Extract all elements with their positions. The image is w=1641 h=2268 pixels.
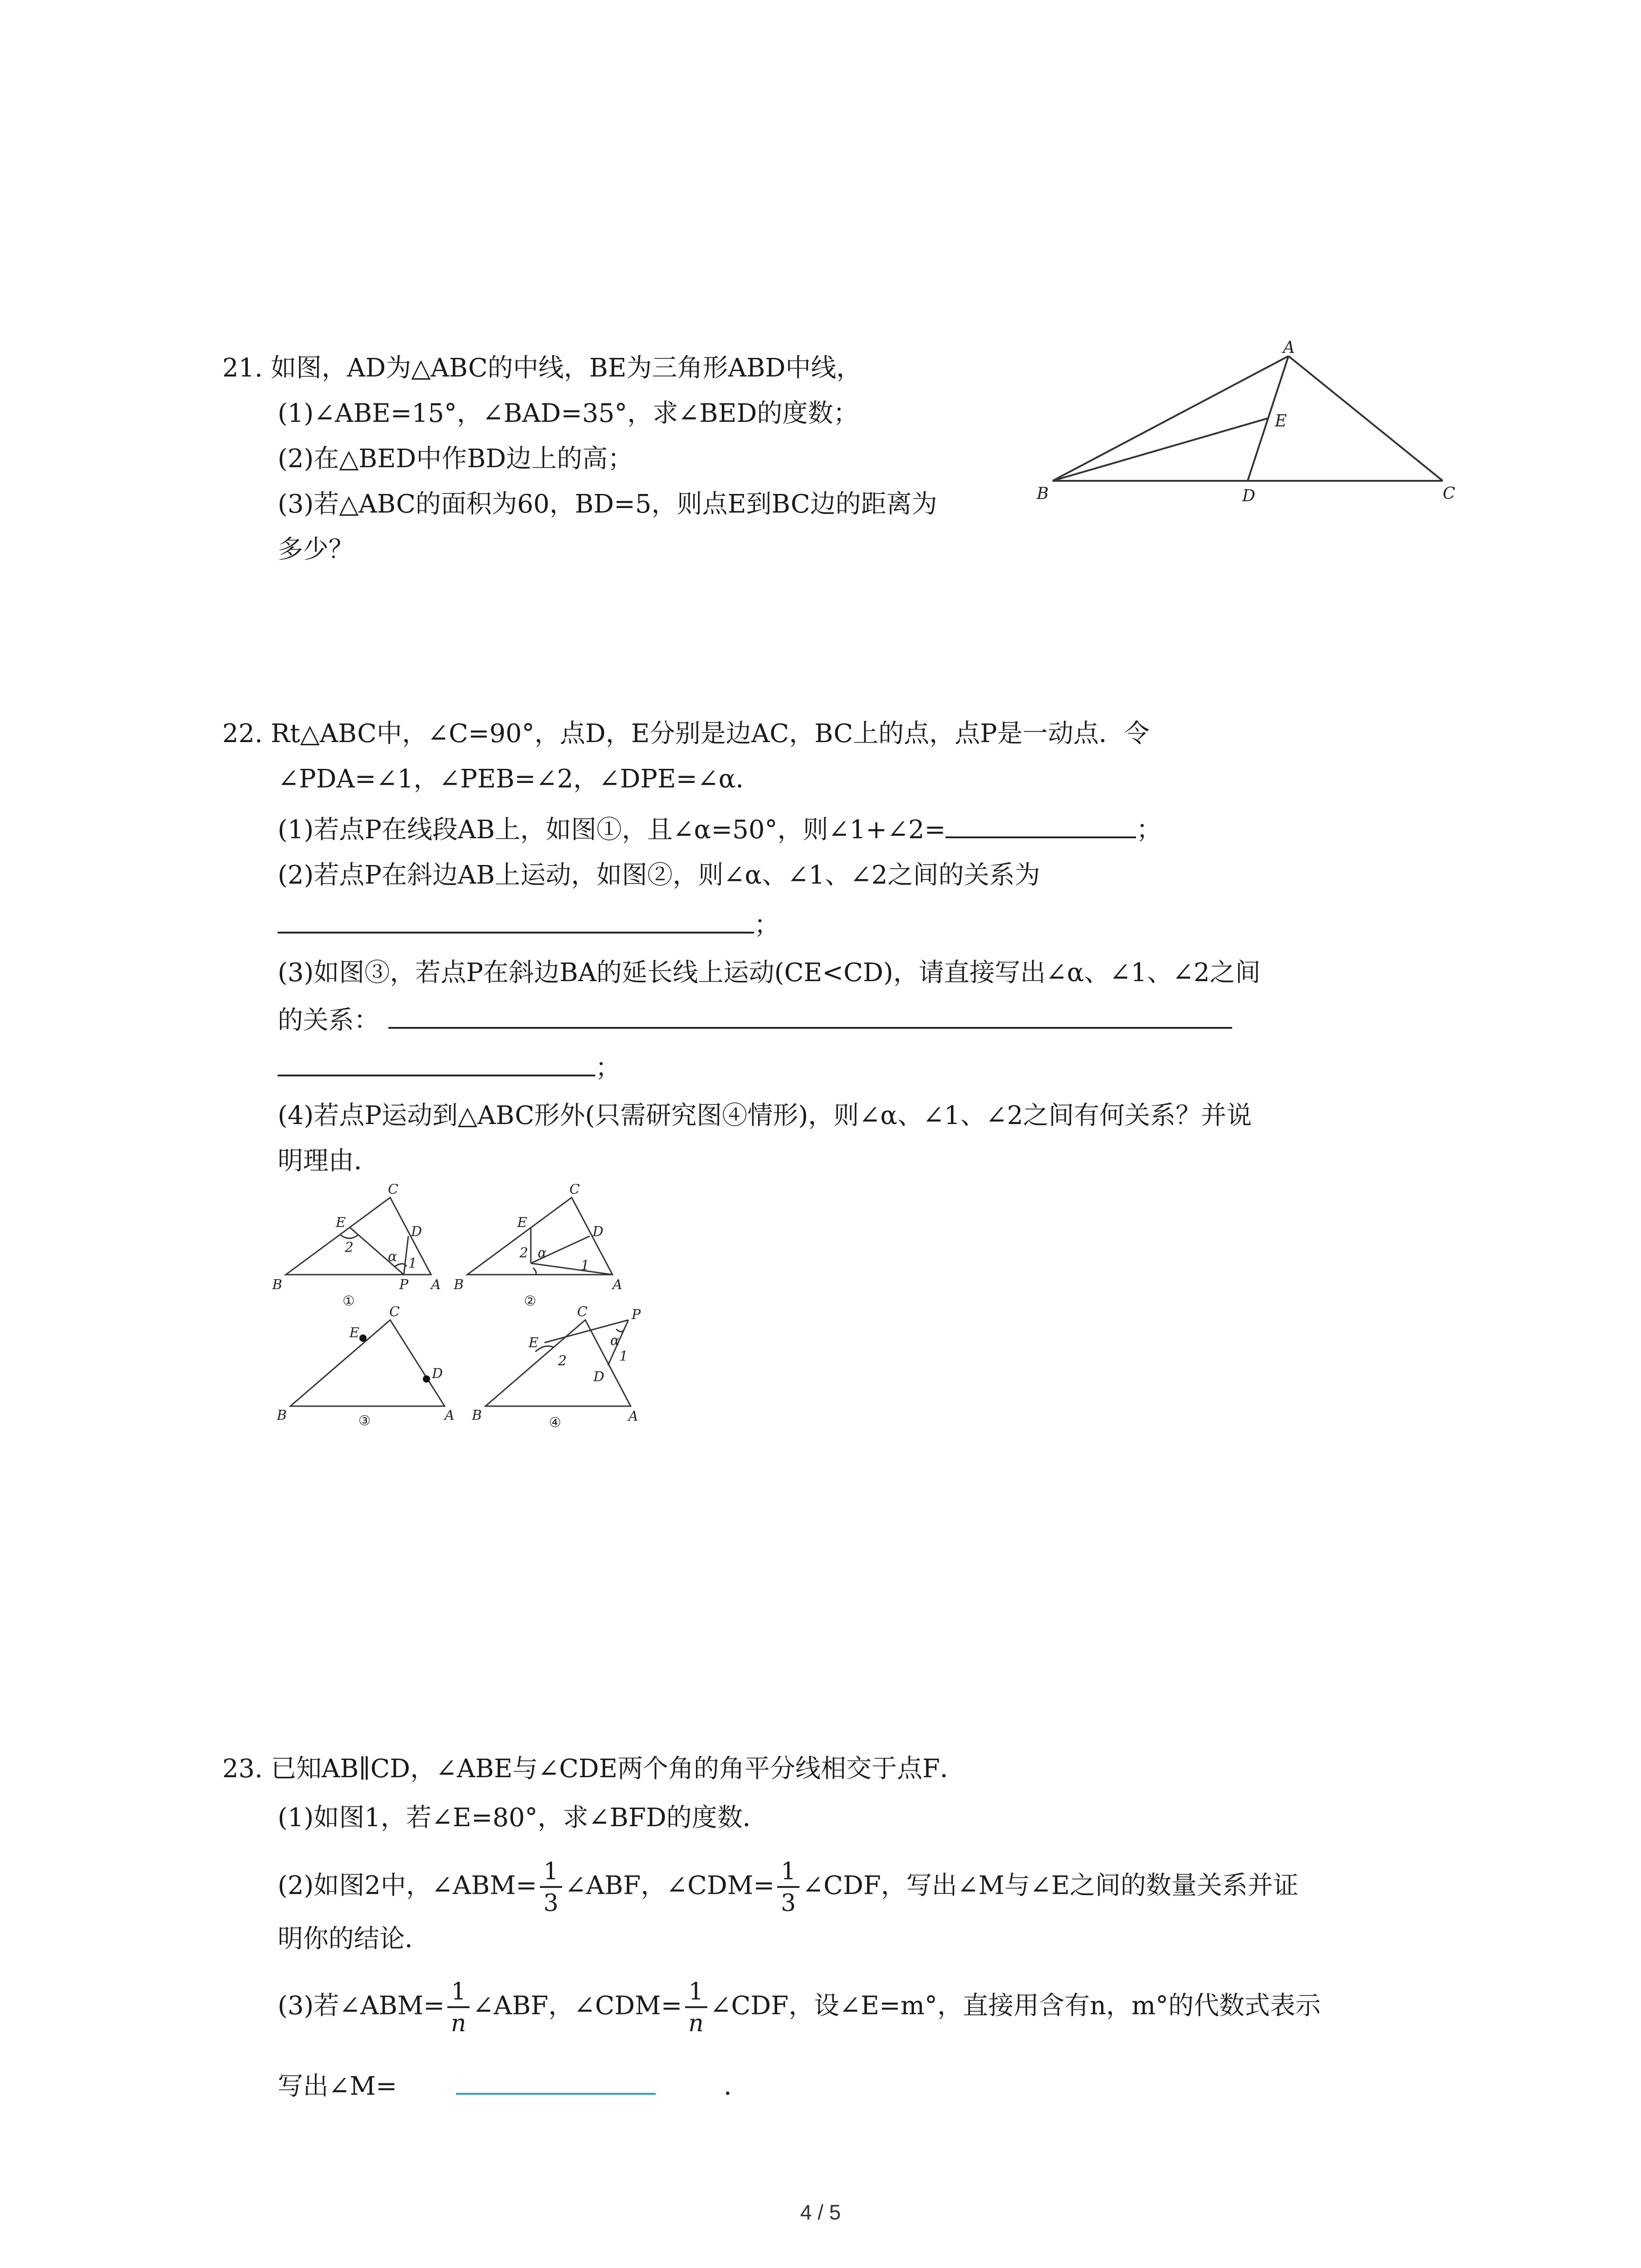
q23-part3-answer-blank[interactable] <box>456 2075 656 2095</box>
figure-caption: ④ <box>549 1415 561 1429</box>
fraction-denominator: 3 <box>543 1890 558 1917</box>
label-a: A <box>1283 340 1295 357</box>
q22-part2-end: ； <box>754 910 779 940</box>
label-e: E <box>336 1215 346 1231</box>
label-1: 1 <box>581 1258 590 1274</box>
q23-part3-a: (3)若∠ABM= <box>278 1991 445 2021</box>
label-e: E <box>349 1325 359 1341</box>
q23-part3-fraction-2 <box>685 1980 707 2035</box>
label-p: P <box>632 1307 641 1323</box>
label-1: 1 <box>619 1349 628 1364</box>
q22-part3-answer-blank-2[interactable] <box>278 1056 595 1076</box>
label-e: E <box>1275 412 1287 430</box>
fraction-numerator: 1 <box>777 1860 799 1888</box>
label-e: E <box>529 1335 539 1351</box>
q23-part3-d: 写出∠M= <box>278 2072 397 2101</box>
q22-part1-answer-blank[interactable] <box>945 818 1136 838</box>
q23-part2-fraction-1 <box>540 1860 562 1915</box>
label-alpha: α <box>538 1245 547 1261</box>
q23-part2-b: ∠ABF，∠CDM= <box>564 1871 775 1901</box>
label-b: B <box>1037 484 1049 503</box>
label-a: A <box>628 1408 638 1424</box>
q22-part3: (3)如图③，若点P在斜边BA的延长线上运动(CE<CD)，请直接写出∠α、∠1、∠2之间 <box>278 958 1261 987</box>
fraction-denominator: n <box>688 2010 704 2037</box>
q22-part2: (2)若点P在斜边AB上运动，如图②，则∠α、∠1、∠2之间的关系为 <box>278 860 1040 890</box>
label-d: D <box>432 1366 443 1382</box>
label-2: 2 <box>558 1353 567 1369</box>
label-a: A <box>445 1408 455 1423</box>
label-a: A <box>431 1277 441 1293</box>
q22-part3-label: 的关系： <box>278 1006 379 1035</box>
q22-stem-text: Rt△ABC中，∠C=90°，点D，E分别是边AC，BC上的点，点P是一动点．令 <box>270 719 1150 748</box>
point-e-dot <box>359 1334 367 1342</box>
q22-part1-end: ； <box>1136 815 1162 845</box>
q22-part3-end: ； <box>595 1053 621 1083</box>
segment-pa <box>531 1263 612 1275</box>
q23-part3-fraction-1 <box>447 1980 470 2035</box>
q21-part1: (1)∠ABE=15°，∠BAD=35°，求∠BED的度数； <box>278 399 859 428</box>
segment-dp <box>404 1236 408 1275</box>
label-a: A <box>612 1277 622 1293</box>
label-alpha: α <box>610 1333 620 1349</box>
label-b: B <box>454 1277 464 1293</box>
q22-number: 22. <box>222 719 263 748</box>
q21-figure <box>1034 340 1461 513</box>
point-d-dot <box>423 1375 430 1383</box>
q23-part3 <box>278 1980 1321 2035</box>
q21-part3-cont: 多少？ <box>278 535 354 564</box>
q22-part3-cont <box>278 1002 1232 1039</box>
q22-figure-2 <box>454 1184 635 1306</box>
label-e: E <box>517 1215 527 1231</box>
angle-2-arc <box>340 1235 358 1238</box>
label-d: D <box>593 1369 605 1385</box>
q23-part2-c: ∠CDF，写出∠M与∠E之间的数量关系并证 <box>802 1871 1298 1901</box>
triangle-abc <box>290 1320 445 1406</box>
label-c: C <box>388 1184 398 1198</box>
label-alpha: α <box>388 1249 397 1265</box>
q22-part2-answer-blank[interactable] <box>278 914 754 934</box>
label-c: C <box>569 1184 580 1198</box>
q23-number: 23. <box>222 1754 263 1784</box>
angle-alpha-arc <box>616 1329 624 1332</box>
q22-figure-3 <box>277 1306 467 1429</box>
q23-part3-b: ∠ABF，∠CDM= <box>472 1991 682 2021</box>
q23-part2 <box>278 1860 1298 1915</box>
label-b: B <box>472 1408 482 1423</box>
fraction-denominator: n <box>451 2010 466 2037</box>
q22-part4-cont: 明理由． <box>278 1146 379 1176</box>
label-2: 2 <box>345 1240 354 1256</box>
triangle-abc <box>467 1198 612 1275</box>
q23-part3-answer <box>278 2068 749 2105</box>
q21-part2: (2)在△BED中作BD边上的高； <box>278 444 633 474</box>
label-c: C <box>1443 484 1455 503</box>
segment-be <box>1053 418 1268 481</box>
q23-part3-c: ∠CDF，设∠E=m°，直接用含有n，m°的代数式表示 <box>710 1991 1321 2021</box>
label-d: D <box>1242 487 1255 505</box>
label-c: C <box>577 1304 588 1320</box>
fraction-denominator: 3 <box>781 1890 796 1917</box>
figure-caption: ② <box>524 1293 536 1306</box>
segment-ac <box>1288 356 1443 481</box>
label-2: 2 <box>519 1245 529 1261</box>
q23-part2-cont: 明你的结论． <box>278 1924 430 1954</box>
q22-part1 <box>278 812 1161 848</box>
q21-stem <box>222 350 862 386</box>
q23-part2-fraction-2 <box>777 1860 799 1915</box>
q22-figure-4 <box>472 1302 653 1429</box>
label-b: B <box>272 1277 283 1293</box>
label-d: D <box>593 1224 604 1240</box>
q22-part2-answer <box>278 907 779 943</box>
fraction-numerator: 1 <box>540 1860 562 1888</box>
label-p: P <box>399 1277 409 1293</box>
q22-stem-cont: ∠PDA=∠1，∠PEB=∠2，∠DPE=∠α． <box>278 764 761 794</box>
figure-caption: ③ <box>358 1413 371 1429</box>
q21-stem-text: 如图，AD为△ABC的中线，BE为三角形ABD中线， <box>270 353 862 383</box>
label-d: D <box>411 1224 422 1240</box>
fraction-numerator: 1 <box>447 1980 470 2008</box>
q22-stem <box>222 716 1150 752</box>
label-b: B <box>277 1408 287 1423</box>
label-1: 1 <box>408 1256 417 1271</box>
page-number: 4 / 5 <box>800 2200 841 2224</box>
q23-part3-end: ． <box>724 2072 749 2101</box>
q21-part3: (3)若△ABC的面积为60，BD=5，则点E到BC边的距离为 <box>278 489 937 519</box>
fraction-numerator: 1 <box>685 1980 707 2008</box>
angle-alpha-arc <box>533 1268 536 1275</box>
q22-part4: (4)若点P运动到△ABC形外(只需研究图④情形)，则∠α、∠1、∠2之间有何关系？并说 <box>278 1101 1252 1130</box>
q22-figure-1 <box>272 1184 454 1306</box>
q22-part1-text: (1)若点P在线段AB上，如图①，且∠α=50°，则∠1+∠2= <box>278 815 946 845</box>
q23-stem-text: 已知AB∥CD，∠ABE与∠CDE两个角的角平分线相交于点F． <box>270 1754 965 1784</box>
q23-part1: (1)如图1，若∠E=80°，求∠BFD的度数． <box>278 1803 768 1833</box>
q22-part3-answer <box>278 1050 621 1086</box>
q23-part2-a: (2)如图2中，∠ABM= <box>278 1871 537 1901</box>
q22-part3-answer-blank-1[interactable] <box>388 1009 1232 1029</box>
q23-stem <box>222 1751 965 1787</box>
figure-caption: ① <box>343 1293 355 1306</box>
label-c: C <box>389 1306 400 1320</box>
q21-number: 21. <box>222 353 263 383</box>
